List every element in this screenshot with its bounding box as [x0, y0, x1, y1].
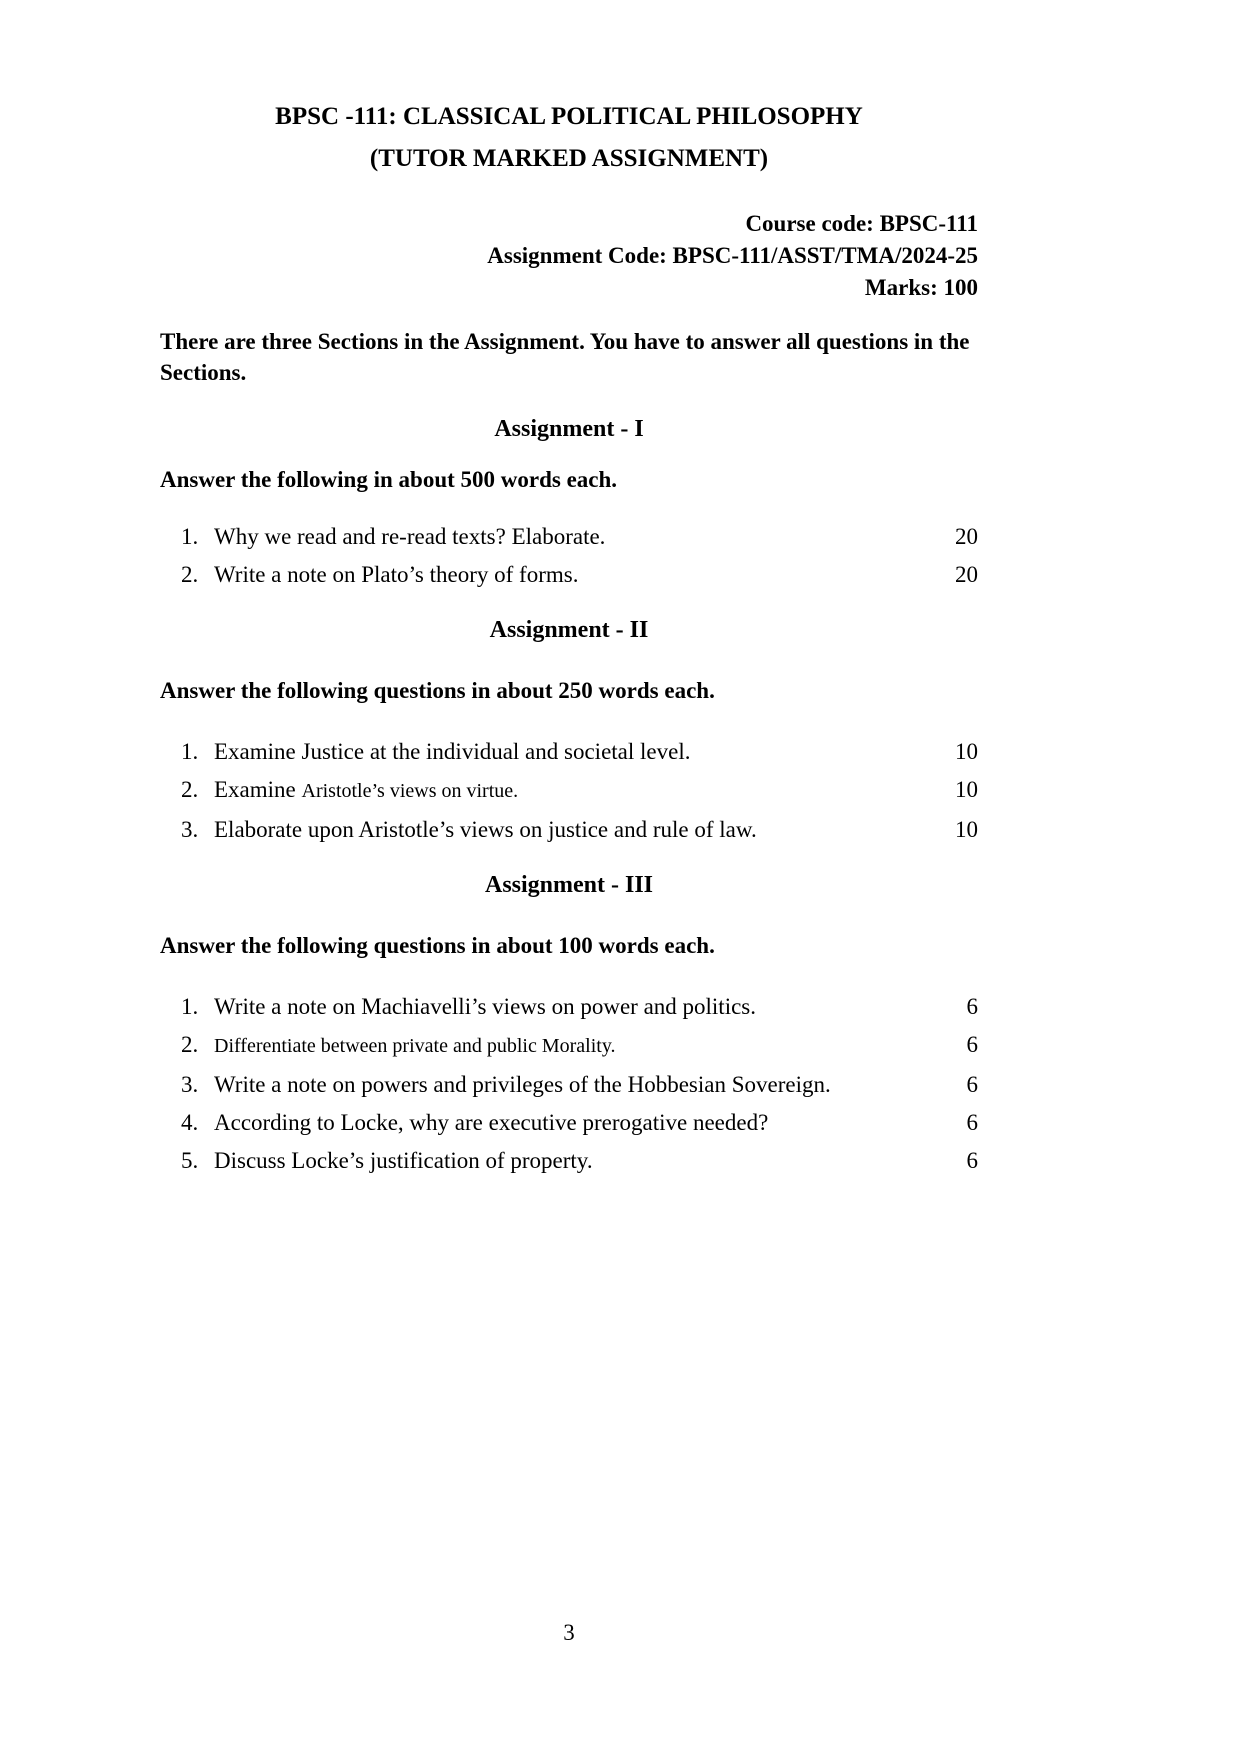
- section-instruction-assignment-1: Answer the following in about 500 words each.: [160, 467, 618, 492]
- total-marks-line: Marks: 100: [864, 275, 978, 300]
- question-list-assignment-3: [160, 991, 978, 1176]
- question-row: [160, 1107, 978, 1138]
- question-marks: 10: [955, 777, 978, 802]
- question-text-rest: Aristotle’s views on virtue.: [301, 780, 519, 802]
- question-marks: 6: [966, 1110, 978, 1135]
- question-text: Write a note on Machiavelli’s views on power and politics.: [214, 994, 756, 1019]
- question-row: [160, 774, 978, 807]
- question-marks: 20: [955, 562, 978, 587]
- section-instruction-assignment-3: Answer the following questions in about 100 words each.: [160, 933, 715, 958]
- course-code-line: Course code: BPSC-111: [745, 211, 978, 236]
- question-row: [160, 1029, 978, 1062]
- assignment-code-line: Assignment Code: BPSC-111/ASST/TMA/2024-25: [487, 243, 978, 268]
- question-list-assignment-1: [160, 521, 978, 590]
- question-row: [160, 736, 978, 767]
- question-text: Why we read and re-read texts? Elaborate.: [214, 524, 606, 549]
- question-marks: 6: [966, 1148, 978, 1173]
- question-row: [160, 559, 978, 590]
- question-row: [160, 991, 978, 1022]
- question-text: Elaborate upon Aristotle’s views on justice and rule of law.: [214, 817, 757, 842]
- question-row: [160, 1145, 978, 1176]
- question-text: Write a note on Plato’s theory of forms.: [214, 562, 579, 587]
- question-list-assignment-2: [160, 736, 978, 845]
- question-number: 3.: [181, 1072, 199, 1097]
- question-text: Write a note on powers and privileges of the Hobbesian Sovereign.: [214, 1072, 831, 1097]
- question-row: [160, 1069, 978, 1100]
- question-text: According to Locke, why are executive prerogative needed?: [214, 1110, 769, 1135]
- question-number: 1.: [181, 524, 199, 549]
- question-row: [160, 521, 978, 552]
- question-marks: 10: [955, 817, 978, 842]
- question-text-lead: Examine: [214, 777, 302, 802]
- question-text: Examine Justice at the individual and societal level.: [214, 739, 691, 764]
- question-number: 2.: [181, 777, 199, 802]
- question-number: 3.: [181, 817, 199, 842]
- question-number: 1.: [181, 994, 199, 1019]
- page-number: 3: [563, 1620, 575, 1645]
- question-number: 4.: [181, 1110, 199, 1135]
- question-text: [214, 774, 955, 807]
- question-marks: 6: [966, 1072, 978, 1097]
- question-text: Differentiate between private and public Morality.: [214, 1035, 616, 1057]
- general-instructions: There are three Sections in the Assignment. You have to answer all questions in the Sections.: [160, 329, 970, 385]
- question-number: 2.: [181, 1032, 199, 1057]
- question-text: Discuss Locke’s justification of property.: [214, 1148, 593, 1173]
- question-marks: 6: [966, 1032, 978, 1057]
- document-content: [160, 0, 978, 1183]
- section-heading-assignment-3: Assignment - III: [484, 872, 654, 898]
- question-marks: 6: [966, 994, 978, 1019]
- document-title: BPSC -111: CLASSICAL POLITICAL PHILOSOPHY: [275, 103, 863, 130]
- section-instruction-assignment-2: Answer the following questions in about 250 words each.: [160, 678, 715, 703]
- section-heading-assignment-1: Assignment - I: [494, 416, 644, 442]
- question-number: 5.: [181, 1148, 199, 1173]
- question-row: [160, 814, 978, 845]
- question-marks: 20: [955, 524, 978, 549]
- question-number: 1.: [181, 739, 199, 764]
- section-heading-assignment-2: Assignment - II: [489, 617, 649, 643]
- document-subtitle: (TUTOR MARKED ASSIGNMENT): [369, 145, 769, 172]
- question-marks: 10: [955, 739, 978, 764]
- question-number: 2.: [181, 562, 199, 587]
- assignment-meta: [160, 208, 978, 304]
